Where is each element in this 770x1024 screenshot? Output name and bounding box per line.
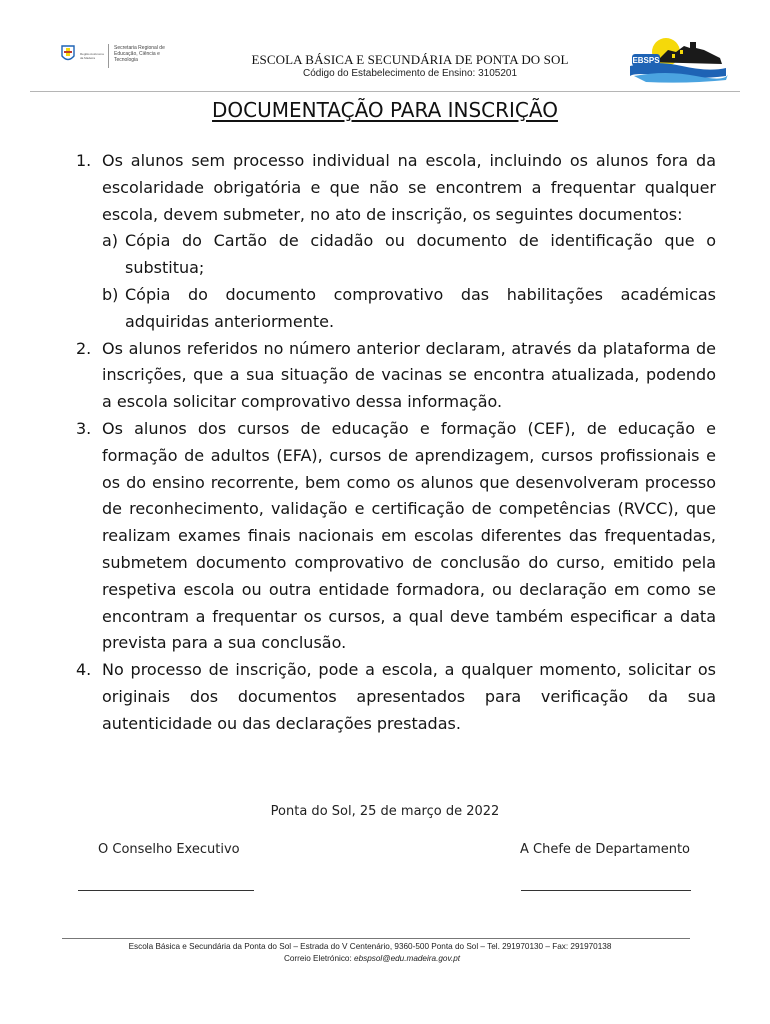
item-number: 3. bbox=[76, 418, 92, 438]
document-body bbox=[76, 148, 716, 738]
sub-item-letter: b) bbox=[102, 284, 119, 304]
region-text: Região Autónoma da Madeira bbox=[80, 52, 104, 60]
executive-council-signature-line bbox=[78, 890, 254, 891]
logo-divider bbox=[108, 44, 109, 68]
sub-item-text: Cópia do documento comprovativo das habilitações académicas adquiridas anteriormente. bbox=[125, 284, 716, 331]
department-head-label: A Chefe de Departamento bbox=[520, 842, 691, 857]
list-item bbox=[76, 416, 716, 657]
school-code: Código do Estabelecimento de Ensino: 3105201 bbox=[302, 68, 518, 79]
email-label: Correio Eletrónico: bbox=[283, 954, 352, 963]
sub-item bbox=[102, 282, 716, 336]
item-text: No processo de inscrição, pode a escola, a qualquer momento, solicitar os originais dos documentos apresentados para verificação da sua autenticidade ou das declarações prestadas. bbox=[102, 660, 716, 733]
header-divider bbox=[30, 91, 740, 92]
item-number: 2. bbox=[76, 338, 92, 358]
list-item bbox=[76, 657, 716, 737]
sub-item bbox=[102, 228, 716, 282]
school-logo bbox=[626, 36, 730, 84]
item-number: 1. bbox=[76, 151, 92, 170]
page-title: DOCUMENTAÇÃO PARA INSCRIÇÃO bbox=[212, 98, 558, 122]
ebsps-label: EBSPS bbox=[632, 56, 660, 65]
email-address: ebspsol@edu.madeira.gov.pt bbox=[354, 954, 461, 963]
madeira-emblem-icon bbox=[60, 44, 76, 64]
item-text: Os alunos referidos no número anterior declaram, através da plataforma de inscrições, que a sua situação de vacinas se encontra atualizada, podendo a escola solicitar comprovativo dessa informação. bbox=[102, 338, 716, 412]
item-text: Os alunos sem processo individual na escola, incluindo os alunos fora da escolaridade obrigatória e que não se encontrem a frequentar qualquer escola, devem submeter, no ato de inscrição, os seguintes documentos: bbox=[102, 151, 716, 224]
item-content bbox=[102, 148, 716, 336]
ebsps-logo-icon bbox=[626, 36, 730, 84]
item-text: Os alunos dos cursos de educação e formação (CEF), de educação e formação de adultos (EFA), cursos de aprendizagem, cursos profissionais e os do ensino recorrente, bem como os alunos que desenvolveram processo de reconhecimento, validação e certificação de competências (RVCC), que realizam exames finais nacionais em escolas diferentes das frequentadas, submetem documento comprovativo de conclusão do curso, emitido pela respetiva escola ou outra entidade formadora, ou declaração em como se encontram a frequentar os cursos, a qual deve também especificar a data prevista para a sua conclusão. bbox=[102, 418, 716, 653]
department-head-signature-line bbox=[521, 890, 691, 891]
footer-contact bbox=[0, 954, 744, 963]
footer-divider bbox=[62, 938, 690, 939]
executive-council-label: O Conselho Executivo bbox=[98, 842, 240, 857]
secretariat-text: Secretaria Regional de Educação, Ciência e Tecnologia bbox=[114, 45, 165, 63]
school-name: ESCOLA BÁSICA E SECUNDÁRIA DE PONTA DO SOL bbox=[251, 52, 569, 67]
list-item bbox=[76, 148, 716, 336]
place-date: Ponta do Sol, 25 de março de 2022 bbox=[270, 804, 500, 819]
item-number: 4. bbox=[76, 660, 92, 680]
regional-secretariat-logo bbox=[60, 42, 180, 70]
sub-item-letter: a) bbox=[102, 231, 119, 251]
footer-address: Escola Básica e Secundária da Ponta do Sol – Estrada do V Centenário, 9360-500 Ponta do Sol – Tel. 291970130 – Fax: 291970138 bbox=[128, 942, 612, 951]
list-item bbox=[76, 336, 716, 416]
sub-item-text: Cópia do Cartão de cidadão ou documento de identificação que o substitua; bbox=[125, 231, 716, 278]
